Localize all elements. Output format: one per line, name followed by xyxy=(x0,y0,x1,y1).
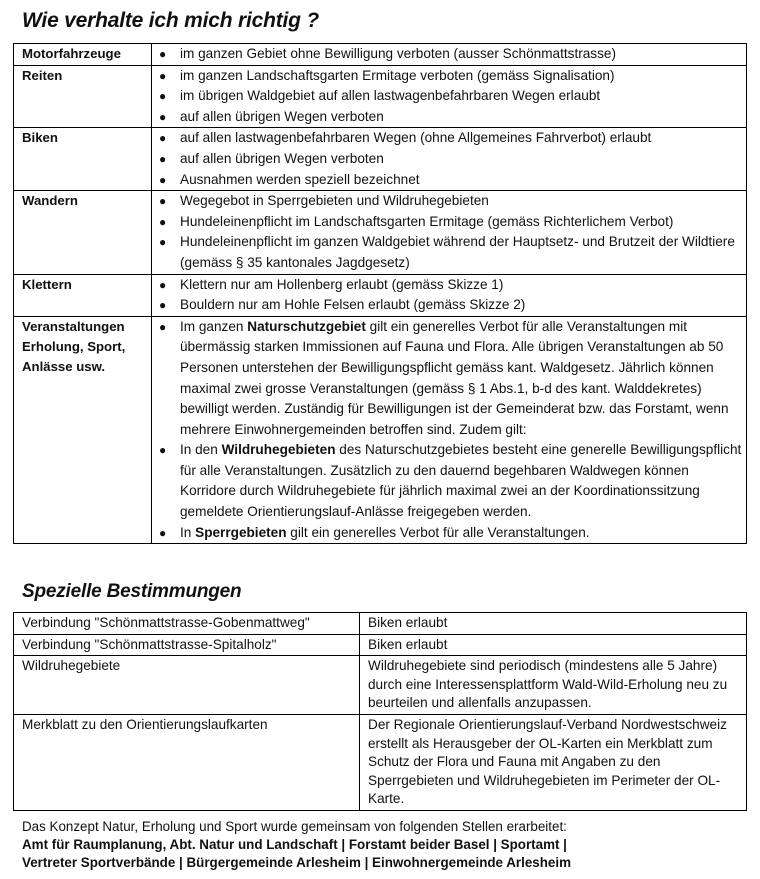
rule-items xyxy=(152,65,747,128)
rule-item-text: In xyxy=(180,524,196,540)
bullet-icon: ● xyxy=(159,89,167,104)
footer-organizations-line-1: Amt für Raumplanung, Abt. Natur und Landschaft | Forstamt beider Basel | Sportamt | xyxy=(22,837,567,853)
rule-item-text: Hundeleinenpflicht im ganzen Waldgebiet während der Hauptsetz- und Brutzeit der Wildtiere (gemäss § 35 kantonales Jagdgesetz) xyxy=(180,234,735,270)
bullet-icon: ● xyxy=(159,525,167,540)
provision-row xyxy=(14,634,747,656)
rule-item-text: Klettern nur am Hollenberg erlaubt (gemäss Skizze 1) xyxy=(180,276,504,292)
rule-item xyxy=(158,317,742,441)
rule-category xyxy=(14,44,152,66)
bullet-icon: ● xyxy=(159,443,167,458)
bullet-icon: ● xyxy=(159,277,167,292)
section-title-rules: Wie verhalte ich mich richtig ? xyxy=(22,9,320,32)
rule-item-text: gilt ein generelles Verbot für alle Veranstaltungen. xyxy=(286,524,590,540)
rule-item-text: im übrigen Waldgebiet auf allen lastwagenbefahrbaren Wegen erlaubt xyxy=(180,88,601,104)
rule-item-emphasis: Sperrgebieten xyxy=(195,524,287,540)
rule-category xyxy=(14,316,152,544)
footer xyxy=(22,818,571,873)
rule-item xyxy=(158,128,742,149)
provision-rule: Biken erlaubt xyxy=(360,634,747,656)
rule-row xyxy=(14,274,747,316)
rule-item xyxy=(158,86,742,107)
rule-item-emphasis: Naturschutzgebiet xyxy=(247,318,366,334)
rule-items xyxy=(152,191,747,274)
rule-item xyxy=(158,295,742,316)
rule-item xyxy=(158,107,742,128)
bullet-icon: ● xyxy=(159,68,167,83)
provision-subject: Verbindung "Schönmattstrasse-Spitalholz" xyxy=(14,634,360,656)
rule-category-label: Erholung, Sport, xyxy=(22,338,126,354)
bullet-icon: ● xyxy=(159,235,167,250)
rule-items xyxy=(152,316,747,544)
provision-row xyxy=(14,714,747,810)
rule-item xyxy=(158,170,742,191)
footer-organizations-line-2: Vertreter Sportverbände | Bürgergemeinde Arlesheim | Einwohnergemeinde Arlesheim xyxy=(22,855,571,871)
bullet-icon: ● xyxy=(159,194,167,209)
rule-item-text: auf allen lastwagenbefahrbaren Wegen (ohne Allgemeines Fahrverbot) erlaubt xyxy=(180,130,652,146)
rule-item-text: gilt ein generelles Verbot für alle Veranstaltungen mit übermässig starken Immissionen auf Fauna und Flora. Alle übrigen Veranstaltungen ab 50 Personen unterstehen der Bewilligungspflicht gemäss kant. Waldgesetz. Jährlich können maximal zwei grosse Veranstaltungen (gemäss § 1 Abs.1, b-d des kant. Walddekretes) bewilligt werden. Zuständig für Bewilligungen ist der Gemeinderat bzw. das Forstamt, wenn mehrere Einwohnergemeinden betroffen sind. Zudem gilt: xyxy=(180,318,729,437)
provision-rule: Wildruhegebiete sind periodisch (mindestens alle 5 Jahre) durch eine Interessensplattform Wald-Wild-Erholung neu zu beurteilen und allenfalls anzupassen. xyxy=(360,656,747,715)
rule-item-text: auf allen übrigen Wegen verboten xyxy=(180,150,384,166)
rule-item-text: Im ganzen xyxy=(180,318,248,334)
bullet-icon: ● xyxy=(159,319,167,334)
provision-subject: Wildruhegebiete xyxy=(14,656,360,715)
bullet-icon: ● xyxy=(159,109,167,124)
rule-item-text: des Naturschutzgebietes besteht eine generelle Bewilligungspflicht für alle Veranstaltungen. Zusätzlich zu den dauernd begehbaren Waldwegen können Korridore durch Wildruhegebiete für jährlich maximal zwei an der Koordinationssitzung gemeldete Orientierungslauf-Anlässe freigegeben werden. xyxy=(180,442,742,520)
rule-item-text: Hundeleinenpflicht im Landschaftsgarten Ermitage (gemäss Richterlichem Verbot) xyxy=(180,213,674,229)
provision-rule: Biken erlaubt xyxy=(360,613,747,635)
rule-item-text: In den xyxy=(180,442,222,458)
rule-category-label: Veranstaltungen xyxy=(22,318,125,334)
provision-row xyxy=(14,613,747,635)
rule-item xyxy=(158,232,742,273)
provision-subject: Merkblatt zu den Orientierungslaufkarten xyxy=(14,714,360,810)
bullet-icon: ● xyxy=(159,151,167,166)
bullet-icon: ● xyxy=(159,47,167,61)
rule-item xyxy=(158,66,742,87)
rule-item-text: im ganzen Landschaftsgarten Ermitage verboten (gemäss Signalisation) xyxy=(180,67,615,83)
provision-rule: Der Regionale Orientierungslauf-Verband Nordwestschweiz erstellt als Herausgeber der OL-Karten ein Merkblatt zum Schutz der Flora und Fauna mit Angaben zu den Sperrgebieten und Wildruhegebieten im Perimeter der OL-Karte. xyxy=(360,714,747,810)
rule-row xyxy=(14,44,747,66)
rule-item xyxy=(158,440,742,522)
rule-item xyxy=(158,149,742,170)
bullet-icon: ● xyxy=(159,214,167,229)
bullet-icon: ● xyxy=(159,172,167,187)
rule-row xyxy=(14,65,747,128)
rule-items xyxy=(152,44,747,66)
rules-table xyxy=(13,43,747,544)
rule-item xyxy=(158,275,742,296)
provision-subject: Verbindung "Schönmattstrasse-Gobenmattweg" xyxy=(14,613,360,635)
rule-item xyxy=(158,212,742,233)
rule-category-label: Biken xyxy=(22,130,58,146)
provision-row xyxy=(14,656,747,715)
rule-item xyxy=(158,523,742,544)
rule-category-label: Motorfahrzeuge xyxy=(22,46,121,61)
rule-category-label: Reiten xyxy=(22,67,63,83)
rule-category-label: Wandern xyxy=(22,193,78,209)
special-provisions-table xyxy=(13,612,747,811)
bullet-icon: ● xyxy=(159,298,167,313)
rule-category xyxy=(14,274,152,316)
rule-item-text: Bouldern nur am Hohle Felsen erlaubt (gemäss Skizze 2) xyxy=(180,297,526,313)
section-title-special: Spezielle Bestimmungen xyxy=(22,581,242,602)
rule-item-emphasis: Wildruhegebieten xyxy=(221,442,336,458)
rule-category-label: Klettern xyxy=(22,276,72,292)
rule-row xyxy=(14,128,747,191)
rule-row xyxy=(14,316,747,544)
rule-item-text: im ganzen Gebiet ohne Bewilligung verboten (ausser Schönmattstrasse) xyxy=(180,46,616,61)
rule-item-text: auf allen übrigen Wegen verboten xyxy=(180,108,384,124)
rule-item xyxy=(158,44,742,65)
rule-category xyxy=(14,191,152,274)
rule-item-text: Ausnahmen werden speziell bezeichnet xyxy=(180,171,420,187)
rule-category-label: Anlässe usw. xyxy=(22,358,106,374)
rule-item-text: Wegegebot in Sperrgebieten und Wildruhegebieten xyxy=(180,193,489,209)
bullet-icon: ● xyxy=(159,131,167,146)
rule-items xyxy=(152,274,747,316)
rule-item xyxy=(158,191,742,212)
rule-items xyxy=(152,128,747,191)
rule-category xyxy=(14,65,152,128)
footer-intro: Das Konzept Natur, Erholung und Sport wurde gemeinsam von folgenden Stellen erarbeitet: xyxy=(22,819,567,834)
rule-row xyxy=(14,191,747,274)
rule-category xyxy=(14,128,152,191)
